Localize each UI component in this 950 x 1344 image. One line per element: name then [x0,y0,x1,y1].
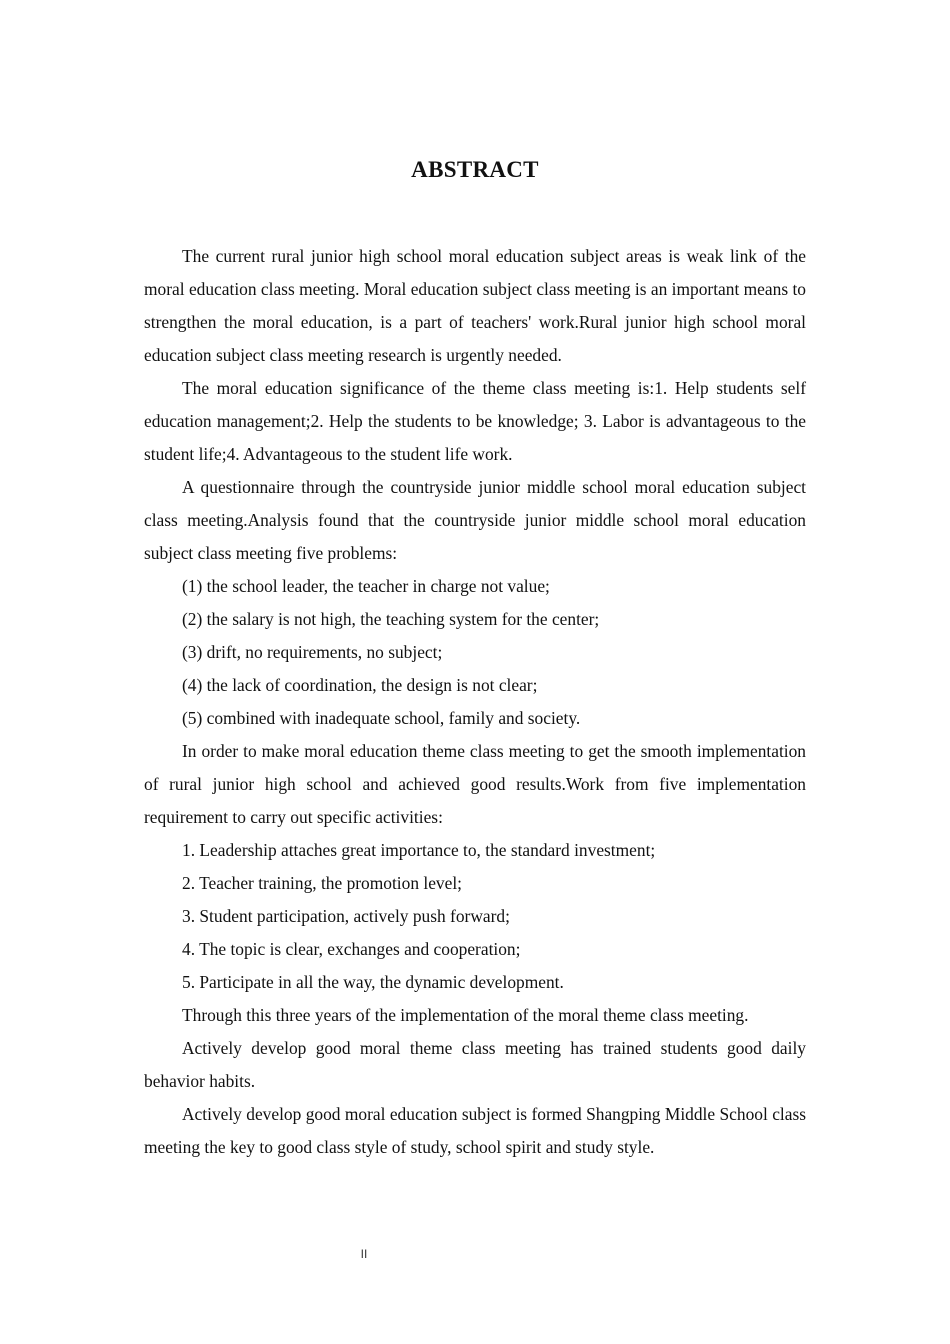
requirement-list-item: 1. Leadership attaches great importance to, the standard investment; [182,840,656,860]
problem-list-item: (2) the salary is not high, the teaching system for the center; [182,609,600,629]
requirement-list-item: 4. The topic is clear, exchanges and cooperation; [182,939,521,959]
requirement-list-item: 3. Student participation, actively push forward; [182,906,510,926]
abstract-body [144,240,806,1164]
requirement-list-item: 5. Participate in all the way, the dynamic development. [182,972,564,992]
abstract-paragraph: Actively develop good moral education subject is formed Shangping Middle School class meeting the key to good class style of study, school spirit and study style. [144,1104,806,1157]
abstract-paragraph: A questionnaire through the countryside junior middle school moral education subject class meeting.Analysis found that the countryside junior middle school moral education subject class meeting five problems: [144,477,806,563]
page-title: ABSTRACT [411,157,539,182]
page-number: II [360,1247,368,1261]
problem-list-item: (3) drift, no requirements, no subject; [182,642,443,662]
requirement-list-item: 2. Teacher training, the promotion level; [182,873,463,893]
problem-list-item: (5) combined with inadequate school, family and society. [182,708,581,728]
abstract-paragraph: The moral education significance of the theme class meeting is:1. Help students self education management;2. Help the students to be knowledge; 3. Labor is advantageous to the student life;4. Advantageous to the student life work. [144,378,806,464]
abstract-paragraph: In order to make moral education theme class meeting to get the smooth implementation of rural junior high school and achieved good results.Work from five implementation requirement to carry out specific activities: [144,741,806,827]
problem-list-item: (1) the school leader, the teacher in charge not value; [182,576,550,596]
abstract-paragraph: The current rural junior high school moral education subject areas is weak link of the moral education class meeting. Moral education subject class meeting is an important means to strengthen the moral education, is a part of teachers' work.Rural junior high school moral education subject class meeting research is urgently needed. [144,246,806,365]
abstract-paragraph: Actively develop good moral theme class meeting has trained students good daily behavior habits. [144,1038,806,1091]
abstract-paragraph: Through this three years of the implementation of the moral theme class meeting. [182,1005,749,1025]
problem-list-item: (4) the lack of coordination, the design is not clear; [182,675,538,695]
